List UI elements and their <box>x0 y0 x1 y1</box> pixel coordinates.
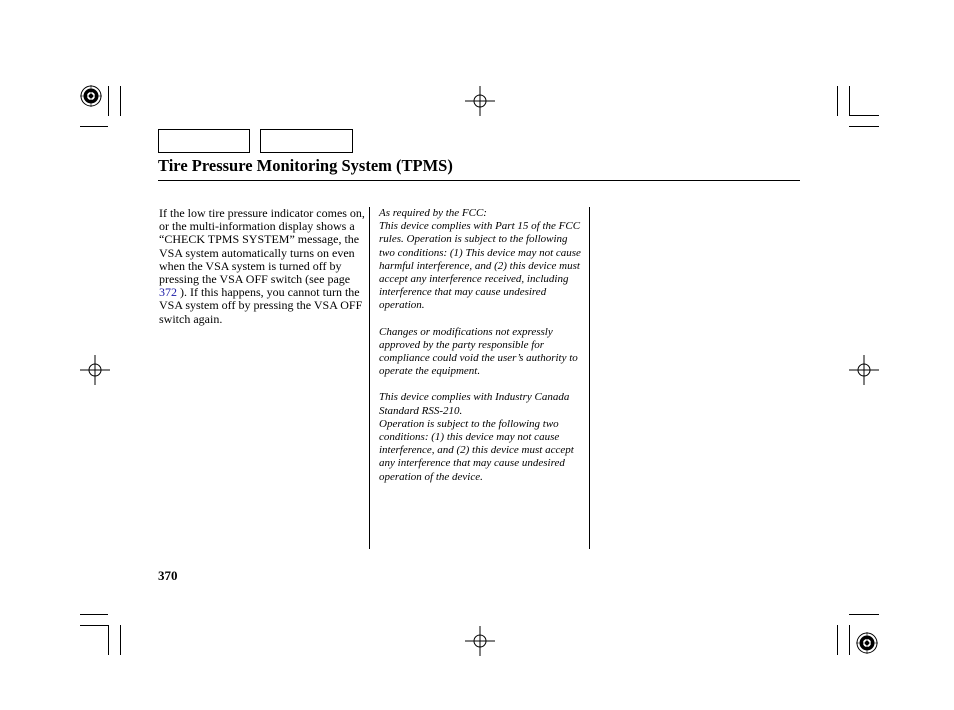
tab-main-menu[interactable] <box>158 129 250 153</box>
crop-mark <box>120 625 121 655</box>
crop-mark <box>849 614 879 615</box>
crop-mark <box>108 625 109 655</box>
crop-mark <box>120 86 121 116</box>
regulatory-notes <box>379 207 585 497</box>
registration-target-icon <box>856 632 878 654</box>
title-divider <box>158 180 800 181</box>
fcc-notice: As required by the FCC: This device complies with Part 15 of the FCC rules. Operation is subject to the following two conditions: (1) This device may not cause harmful interference, and (2) this device must accept any interference received, including interference that may cause undesired operation. <box>379 207 581 312</box>
body-text: If the low tire pressure indicator comes on, or the multi-information display shows a “CHECK TPMS SYSTEM” message, the VSA system automatically turns on even when the VSA system is turned off by pressing the VSA OFF switch (see page <box>159 206 365 287</box>
page-number: 370 <box>158 568 178 583</box>
crop-mark <box>108 86 109 116</box>
tab-index[interactable] <box>260 129 353 153</box>
industry-canada-notice: This device complies with Industry Canada Standard RSS-210. Operation is subject to the following two conditions: (1) this device may not cause interference, and (2) this device must accept any interference that may cause undesired operation of the device. <box>379 391 574 483</box>
column-divider <box>369 207 370 549</box>
crosshair-icon <box>465 626 495 656</box>
crop-mark <box>80 625 108 626</box>
crosshair-icon <box>465 86 495 116</box>
crosshair-icon <box>849 355 879 385</box>
column-divider <box>589 207 590 549</box>
page-title: Tire Pressure Monitoring System (TPMS) <box>158 156 453 175</box>
page-reference-link[interactable]: 372 <box>159 285 177 300</box>
crop-mark <box>837 86 838 116</box>
crop-mark <box>849 86 850 116</box>
body-paragraph <box>159 207 365 326</box>
registration-target-icon <box>80 85 102 107</box>
modification-notice: Changes or modifications not expressly approved by the party responsible for compliance could void the user’s authority to operate the equipment. <box>379 325 578 378</box>
crop-mark <box>849 115 879 116</box>
crop-mark <box>80 126 108 127</box>
crop-mark <box>849 126 879 127</box>
crosshair-icon <box>80 355 110 385</box>
crop-mark <box>837 625 838 655</box>
crop-mark <box>80 614 108 615</box>
crop-mark <box>849 625 850 655</box>
body-text: ). If this happens, you cannot turn the VSA system off by pressing the VSA OFF switch again. <box>159 285 363 326</box>
